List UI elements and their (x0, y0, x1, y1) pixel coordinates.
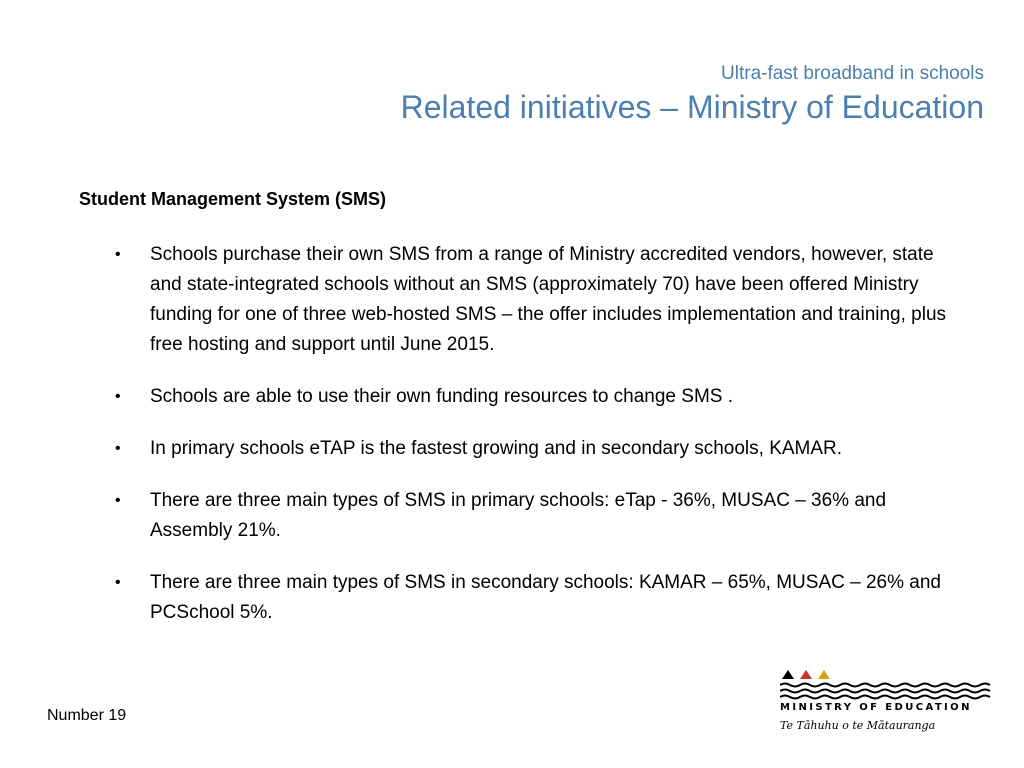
slide-header (401, 60, 984, 126)
logo-tagline: Te Tāhuhu o te Mātauranga (780, 719, 936, 732)
bullet-dot-icon: • (115, 440, 121, 457)
logo-triangle-red-icon (800, 670, 812, 679)
slide-number: Number 19 (47, 707, 127, 724)
logo-wave-line (780, 690, 990, 693)
slide-title: Related initiatives – Ministry of Education (400, 89, 984, 125)
logo-triangle-black-icon (782, 670, 794, 679)
logo-name: MINISTRY OF EDUCATION (780, 702, 972, 713)
bullet-item (115, 382, 965, 412)
bullet-dot-icon: • (115, 388, 121, 405)
logo-wave-line (780, 684, 990, 687)
bullet-text: In primary schools eTAP is the fastest growing and in secondary schools, KAMAR. (150, 438, 843, 459)
bullet-text: There are three main types of SMS in secondary schools: KAMAR – 65%, MUSAC – 26% and PCSchool 5%. (150, 572, 941, 623)
bullet-item (115, 240, 965, 360)
bullet-item (115, 434, 965, 464)
bullet-list (115, 240, 965, 650)
bullet-dot-icon: • (115, 246, 121, 263)
bullet-dot-icon: • (115, 574, 121, 591)
logo-graphic-icon (780, 668, 995, 702)
section-heading: Student Management System (SMS) (79, 189, 387, 209)
logo-wave-line (780, 696, 990, 699)
bullet-item (115, 486, 965, 546)
slide-subtitle: Ultra-fast broadband in schools (721, 63, 984, 84)
ministry-logo (780, 668, 995, 738)
logo-triangle-gold-icon (818, 670, 830, 679)
bullet-item (115, 568, 965, 628)
bullet-text: Schools purchase their own SMS from a range of Ministry accredited vendors, however, state and state-integrated schools without an SMS (approximately 70) have been offered Ministry funding for one of three web-hosted SMS – the offer includes implementation and training, plus free hosting and support until June 2015. (150, 244, 947, 355)
bullet-dot-icon: • (115, 492, 121, 509)
bullet-text: Schools are able to use their own funding resources to change SMS . (150, 386, 734, 407)
bullet-text: There are three main types of SMS in primary schools: eTap - 36%, MUSAC – 36% and Assembly 21%. (150, 490, 887, 541)
